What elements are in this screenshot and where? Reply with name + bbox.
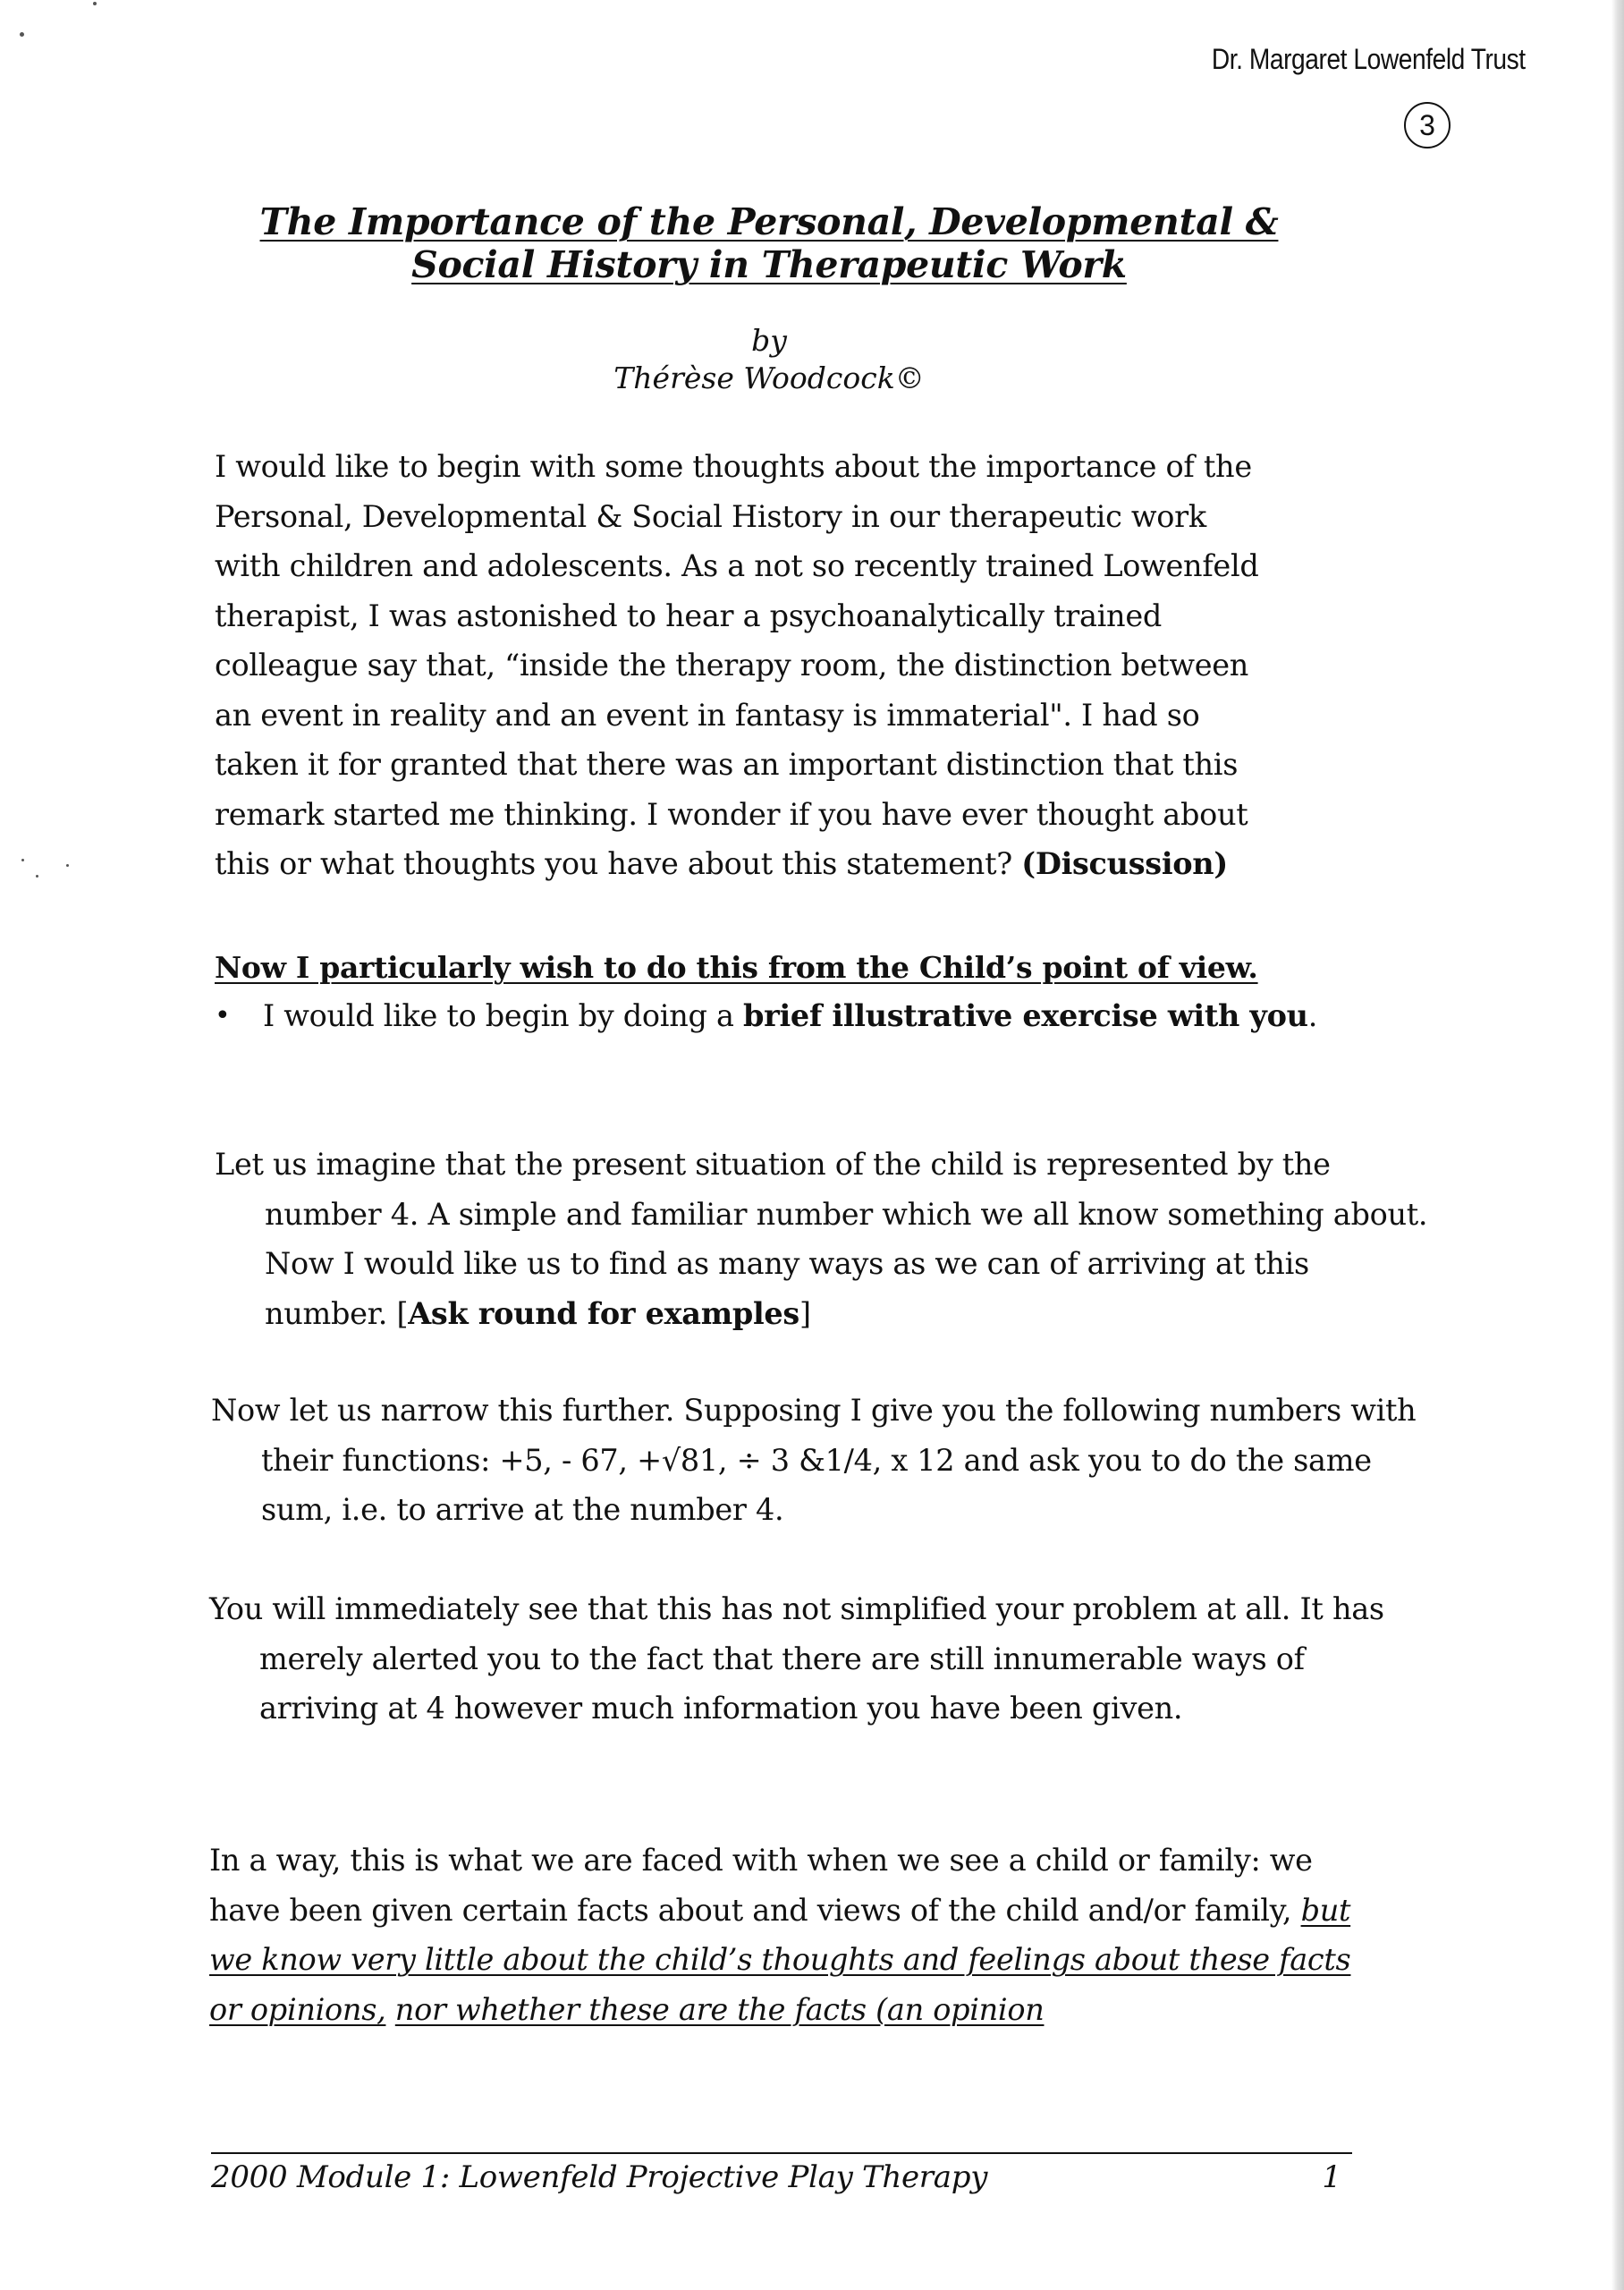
underlined-phrase: but we know very little about the child’s thoughts and feelings about these facts or opinions, xyxy=(209,1892,1351,2027)
bullet-bold-text: brief illustrative exercise with you xyxy=(743,998,1308,1033)
footer-title: 2000 Module 1: Lowenfeld Projective Play Therapy xyxy=(211,2159,988,2195)
intro-line: colleague say that, “inside the therapy room, the distinction between xyxy=(215,648,1249,683)
discussion-label: (Discussion) xyxy=(1021,846,1228,881)
bullet-item xyxy=(215,991,1377,1041)
in-a-way-paragraph: In a way, this is what we are faced with when we see a child or family: we have been given certain facts about and views of the child and/or family, but we know very little about the child’s thoughts and feelings about these facts or opinions, nor whether these are the facts (an opinion xyxy=(209,1843,1351,2027)
intro-line: an event in reality and an event in fantasy is immaterial". I had so xyxy=(215,697,1200,733)
intro-last-line: this or what thoughts you have about this statement? (Discussion) xyxy=(215,846,1228,881)
scan-speck xyxy=(93,2,97,5)
scan-speck xyxy=(21,859,24,861)
intro-line: Personal, Developmental & Social History in our therapeutic work xyxy=(215,498,1206,534)
section-heading: Now I particularly wish to do this from the Child’s point of view. xyxy=(215,950,1258,985)
title-line-1: The Importance of the Personal, Developmental & xyxy=(259,200,1279,243)
footer-divider xyxy=(211,2152,1352,2154)
footer-page-number: 1 xyxy=(1322,2159,1341,2195)
bullet-text: I would like to begin by doing a brief illustrative exercise with you. xyxy=(263,998,1318,1033)
underlined-phrase: nor whether these are the facts (an opinion xyxy=(394,1991,1045,2027)
scan-speck xyxy=(20,32,24,37)
byline xyxy=(215,322,1324,397)
imagine-paragraph: Let us imagine that the present situation of the child is represented by the number 4. A simple and familiar number which we all know something about. Now I would like us to find as many ways as we can of arriving at this number. [Ask round for examples] xyxy=(215,1147,1428,1331)
intro-line: taken it for granted that there was an important distinction that this xyxy=(215,747,1239,782)
organization-header: Dr. Margaret Lowenfeld Trust xyxy=(1212,43,1526,75)
byline-author: Thérèse Woodcock© xyxy=(613,360,925,395)
ask-round-instruction: Ask round for examples xyxy=(408,1295,799,1331)
scan-speck xyxy=(66,864,69,867)
scan-edge-shadow xyxy=(1611,0,1624,2290)
byline-by: by xyxy=(751,323,787,358)
intro-line: with children and adolescents. As a not so recently trained Lowenfeld xyxy=(215,548,1259,583)
intro-paragraph xyxy=(215,442,1377,889)
intro-line: remark started me thinking. I wonder if you have ever thought about xyxy=(215,796,1248,832)
intro-line: I would like to begin with some thoughts about the importance of the xyxy=(215,449,1252,484)
circled-page-number: 3 xyxy=(1404,102,1451,148)
title-line-2: Social History in Therapeutic Work xyxy=(411,243,1127,286)
immediately-paragraph: You will immediately see that this has not simplified your problem at all. It has merely alerted you to the fact that there are still innumerable ways of arriving at 4 however much information you have been given. xyxy=(209,1591,1384,1726)
intro-line: therapist, I was astonished to hear a psychoanalytically trained xyxy=(215,598,1162,633)
document-title xyxy=(215,200,1324,286)
scan-speck xyxy=(36,875,38,878)
bullet-symbol: • xyxy=(215,1000,231,1031)
narrow-paragraph: Now let us narrow this further. Supposing I give you the following numbers with their functions: +5, - 67, +√81, ÷ 3 &1/4, x 12 and ask you to do the same sum, i.e. to arrive at the number 4. xyxy=(211,1393,1417,1527)
